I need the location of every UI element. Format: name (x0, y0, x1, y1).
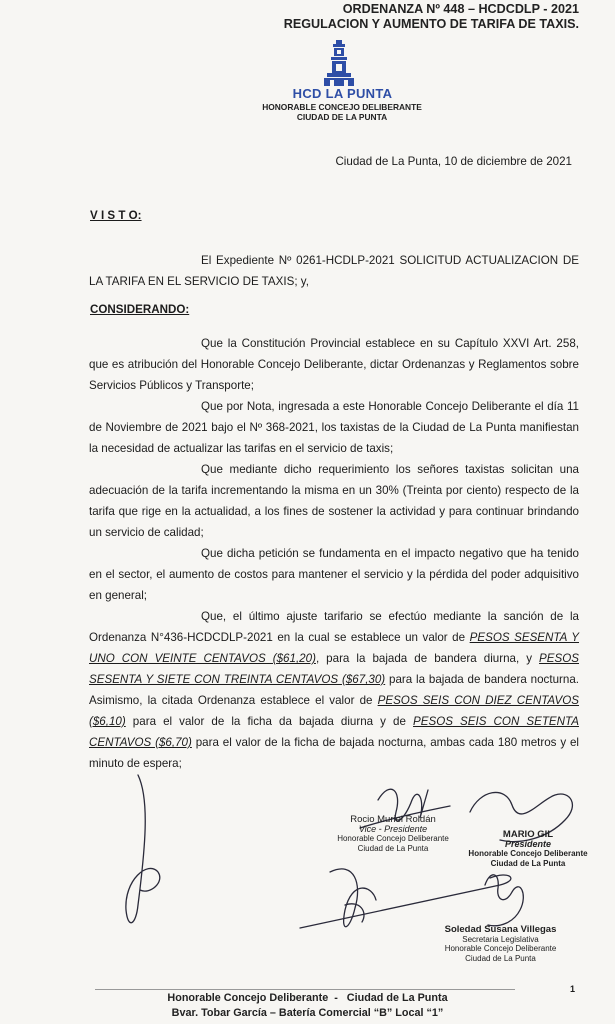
signature-vice-president (333, 815, 453, 853)
secretary-org-2: Ciudad de La Punta (465, 953, 536, 963)
vice-org-2: Ciudad de La Punta (357, 843, 429, 853)
p5-text-3: para la bajada de bandera nocturna. Asimismo, la citada Ordenanza establece el valor de (89, 673, 579, 707)
p5-text-5: para el valor de la ficha de bajada nocturna, ambas cada 180 metros y el minuto de espera; (89, 736, 580, 770)
president-org-2: Ciudad de La Punta (490, 858, 566, 868)
considerando-paragraph-3: Que mediante dicho requerimiento los señores taxistas solicitan una adecuación de la tarifa incrementando la misma en un 30% (Treinta por ciento) respecto de la tarifa que rige en la actualidad, a los fines de sostener la actividad y para continuar brindando un servicio de calidad; (89, 463, 579, 539)
signature-secretary (438, 925, 563, 963)
footer-line-1: Honorable Concejo Deliberante - Ciudad de La Punta (167, 992, 448, 1004)
visto-text: El Expediente Nº 0261-HCDLP-2021 SOLICITUD ACTUALIZACION DE LA TARIFA EN EL SERVICIO DE TAXIS; y, (89, 254, 579, 288)
page-footer (0, 991, 615, 1021)
p5-text-1: Que, el último ajuste tarifario se efectúo mediante la sanción de la Ordenanza N°436-HCDCDLP-2021 en la cual se establece un valor de (89, 610, 579, 644)
logo-subtitle-2: CIUDAD DE LA PUNTA (296, 112, 388, 122)
logo-name: HCD LA PUNTA (292, 86, 393, 101)
president-name: MARIO GIL (502, 829, 554, 840)
page-number: 1 (570, 984, 576, 994)
considerando-heading: CONSIDERANDO: (90, 303, 190, 316)
vice-name: Rocio Muriel Roldán (350, 814, 436, 825)
ordinance-number: ORDENANZA Nº 448 – HCDCDLP - 2021 (342, 2, 579, 16)
vice-title: Vice - Presidente (358, 823, 428, 834)
document-date: Ciudad de La Punta, 10 de diciembre de 2021 (335, 155, 572, 168)
p5-text-2: , para la bajada de bandera diurna, y (315, 652, 540, 665)
considerando-paragraph-2: Que por Nota, ingresada a este Honorable Concejo Deliberante el día 11 de Noviembre de 2021 bajo el Nº 368-2021, los taxistas de la Ciudad de La Punta manifiestan la necesidad de actualizar las tarifas en el servicio de taxis; (89, 400, 579, 455)
considerando-paragraph-1: Que la Constitución Provincial establece en su Capítulo XXVI Art. 258, que es atribución del Honorable Concejo Deliberante, dictar Ordenanzas y Reglamentos sobre Servicios Públicos y Transporte; (89, 337, 579, 392)
president-title: Presidente (504, 838, 552, 849)
p5-ficha-diurna: PESOS SEIS CON DIEZ CENTAVOS ($6,10) (89, 694, 579, 728)
p5-amount-diurna: PESOS SESENTA Y UNO CON VEINTE CENTAVOS ($61,20) (89, 631, 579, 665)
signature-president (468, 830, 588, 868)
p5-text-4: para el valor de la ficha da bajada diurna y de (125, 715, 414, 728)
president-org-1: Honorable Concejo Deliberante (468, 849, 588, 858)
footer-divider (95, 989, 515, 990)
footer-line-2: Bvar. Tobar García – Batería Comercial “B” Local “1” (171, 1007, 444, 1019)
secretary-org-1: Honorable Concejo Deliberante (444, 944, 557, 953)
secretary-name: Soledad Susana Villegas (444, 924, 557, 935)
p5-amount-nocturna: PESOS SESENTA Y SIETE CON TREINTA CENTAVOS ($67,30) (89, 652, 579, 686)
visto-heading: V I S T O: (90, 209, 142, 222)
ordinance-subject: REGULACION Y AUMENTO DE TARIFA DE TAXIS. (283, 17, 579, 31)
logo-subtitle-1: HONORABLE CONCEJO DELIBERANTE (262, 102, 422, 112)
considerando-paragraph-4: Que dicha petición se fundamenta en el impacto negativo que ha tenido en el sector, el aumento de costos para mantener el servicio y la pérdida del poder adquisitivo en general; (89, 547, 579, 602)
vice-org-1: Honorable Concejo Deliberante (337, 834, 449, 843)
secretary-title: Secretaria Legislativa (462, 934, 539, 944)
p5-ficha-nocturna: PESOS SEIS CON SETENTA CENTAVOS ($6,70) (89, 715, 579, 749)
